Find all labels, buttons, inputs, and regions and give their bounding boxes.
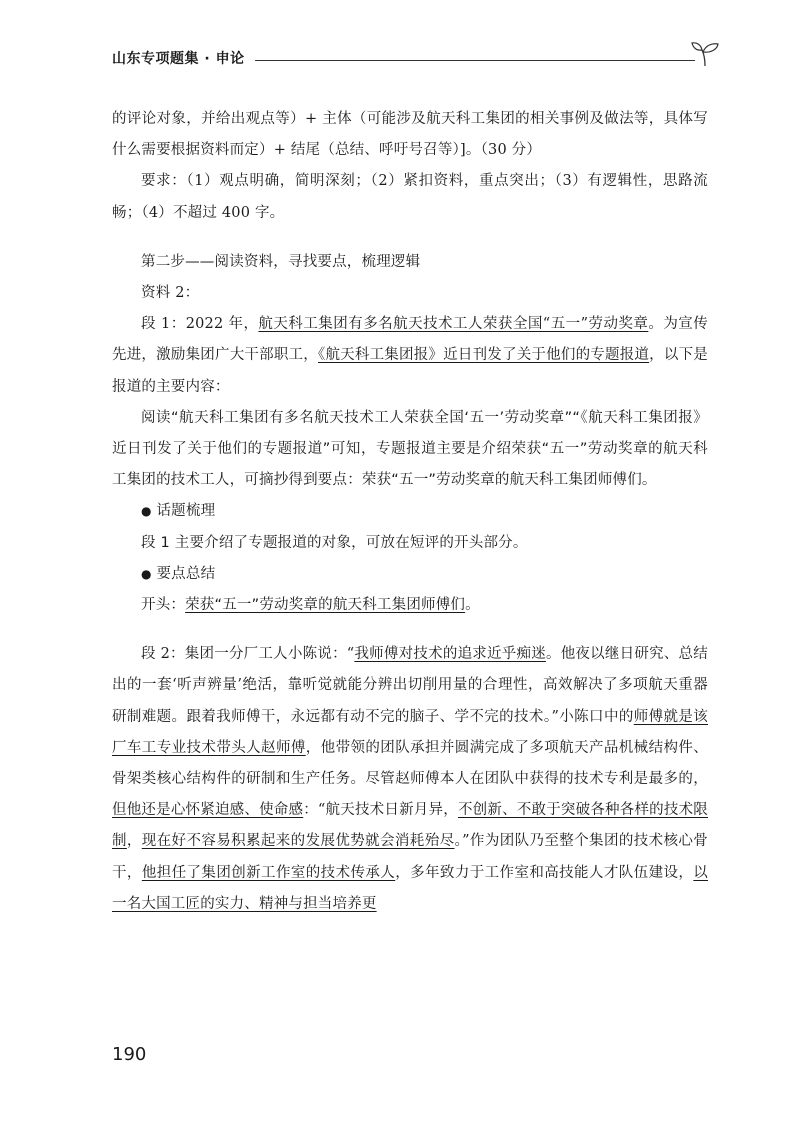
underlined-point: 不创新、不敢于突破各种各样的技术限制 (112, 802, 708, 850)
text-span: 段 1：2022 年， (141, 316, 259, 333)
header-rule (255, 60, 695, 61)
text-span: 段 2：集团一分厂工人小陈说：“ (141, 646, 355, 663)
text-span: 。他夜以继日研究、总结出的一套‘听声辨量’绝活，靠听觉就能分辨出切削用量的合理性，高效解决了多项航天重器研制难题。跟着我师傅干，永远都有动不完的脑子、学不完的技术。”小陈口中的 (112, 646, 708, 725)
material-paragraph-2 (112, 639, 708, 920)
running-header-title: 山东专项题集 · 申论 (112, 51, 245, 67)
topic-heading-label: 话题梳理 (156, 503, 216, 520)
text-span: ，以下是报道的主要内容： (112, 347, 708, 395)
page-number: 190 (112, 1044, 147, 1065)
underlined-point: 他担任了集团创新工作室的技术传承人 (141, 864, 396, 881)
summary-text (112, 590, 708, 621)
underlined-point: 航天科工集团有多名航天技术工人荣获全国“五一”劳动奖章 (258, 316, 649, 333)
text-span: ， (126, 833, 142, 850)
underlined-point: 《航天科工集团报》近日刊发了关于他们的专题报道 (317, 347, 650, 364)
text-span: 开头： (141, 597, 186, 614)
paragraph-continued: 的评论对象，并给出观点等）+ 主体（可能涉及航天科工集团的相关事例及做法等，具体写什么需要根据资料而定）+ 结尾（总结、呼吁号召等）]。（30 分） (112, 111, 708, 159)
material-label: 资料 2： (141, 285, 200, 302)
summary-heading-label: 要点总结 (156, 565, 216, 582)
text-span: ，多年致力于工作室和高技能人才队伍建设， (395, 864, 694, 881)
text-span: ，他带领的团队承担并圆满完成了多项航天产品机械结构件、骨架类核心结构件的研制和生产任务。尽管赵师傅本人在团队中获得的技术专利是最多的， (112, 739, 708, 788)
topic-text: 段 1 主要介绍了专题报道的对象，可放在短评的开头部分。 (141, 534, 528, 551)
underlined-point: 师傅就是该厂车工专业技术带头人赵师傅 (112, 708, 708, 756)
text-span: 。”作为团队乃至整个集团的技术核心骨干， (112, 833, 708, 881)
sprout-icon (690, 38, 720, 68)
underlined-point: 我师傅对技术的追求近乎痴迷 (354, 646, 546, 663)
text-span: 。为宣传先进，激励集团广大干部职工， (112, 316, 708, 364)
summary-heading (112, 559, 708, 590)
bullet-icon: ● (141, 504, 152, 519)
underlined-point: 荣获“五一”劳动奖章的航天科工集团师傅们 (185, 597, 466, 614)
bullet-icon: ● (141, 566, 152, 581)
text-span: 。 (465, 597, 480, 614)
paragraph-requirements: 要求：（1）观点明确，简明深刻；（2）紧扣资料，重点突出；（3）有逻辑性，思路流畅；（4）不超过 400 字。 (112, 173, 708, 221)
page-body (112, 104, 708, 920)
running-header (112, 38, 712, 78)
underlined-point: 以一名大国工匠的实力、精神与担当培养更 (112, 864, 708, 912)
topic-heading (112, 496, 708, 527)
material-paragraph-1 (112, 309, 708, 403)
step-heading: 第二步——阅读资料，寻找要点，梳理逻辑 (141, 253, 421, 270)
analysis-paragraph: 阅读“航天科工集团有多名航天技术工人荣获全国‘五一’劳动奖章”“《航天科工集团报》近日刊发了关于他们的专题报道”可知，专题报道主要是介绍荣获“五一”劳动奖章的航天科工集团的技术工人，可摘抄得到要点：荣获“五一”劳动奖章的航天科工集团师傅们。 (112, 409, 708, 489)
underlined-point: 但他还是心怀紧迫感、使命感 (112, 802, 304, 819)
text-span: ：“航天技术日新月异， (303, 802, 458, 819)
underlined-point: 现在好不容易积累起来的发展优势就会消耗殆尽 (141, 833, 455, 850)
